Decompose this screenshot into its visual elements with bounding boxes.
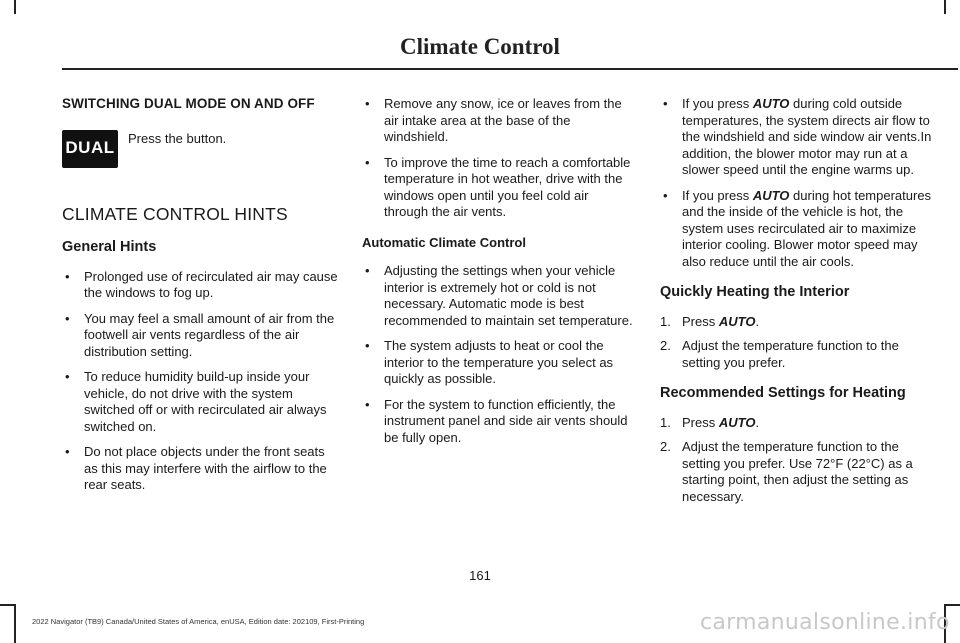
header-rule: [62, 68, 958, 70]
dual-button-icon: DUAL: [62, 130, 118, 168]
crop-mark-bottom-right-h: [946, 604, 960, 606]
list-item: • The system adjusts to heat or cool the interior to the temperature you select as quickly as possible.: [362, 338, 634, 388]
text-fragment: .: [755, 313, 760, 329]
list-item: • Prolonged use of recirculated air may cause the windows to fog up.: [62, 269, 338, 302]
list-item: • You may feel a small amount of air from the footwell air vents regardless of the air distribution setting.: [62, 311, 338, 361]
general-hints-list: [62, 269, 338, 494]
watermark: carmanualsonline.info: [700, 610, 950, 635]
auto-keyword: AUTO: [752, 187, 790, 203]
list-item: • To reduce humidity build-up inside your vehicle, do not drive with the system switched off or with recirculated air always switched on.: [62, 369, 338, 435]
text-fragment: .: [755, 414, 760, 430]
list-item: • Adjusting the settings when your vehicle interior is extremely hot or cold is not necessary. Automatic mode is best recommended to maintain set temperature.: [362, 263, 634, 329]
text-fragment: Press: [682, 313, 719, 329]
list-item: [660, 188, 932, 271]
general-hints-heading: General Hints: [62, 239, 157, 255]
step-item: [660, 314, 932, 331]
step-number: 1.: [660, 414, 671, 430]
quick-heating-heading: Quickly Heating the Interior: [660, 284, 850, 300]
step-text: Adjust the temperature function to the setting you prefer. Use 72°F (22°C) as a starting point, then adjust the setting as necessary.: [682, 439, 913, 504]
step-number: 1.: [660, 313, 671, 329]
step-text: Adjust the temperature function to the setting you prefer.: [682, 338, 899, 370]
dual-instruction: [62, 130, 338, 168]
step-item: [660, 439, 932, 505]
crop-mark-bottom-left-h: [0, 604, 14, 606]
step-item: [660, 338, 932, 371]
automatic-climate-control-heading: Automatic Climate Control: [362, 234, 526, 250]
step-number: 2.: [660, 338, 671, 353]
list-item: • Do not place objects under the front seats as this may interfere with the airflow to the rear seats.: [62, 444, 338, 494]
list-item: • For the system to function efficiently, the instrument panel and side air vents should be fully open.: [362, 397, 634, 447]
step-number: 2.: [660, 439, 671, 454]
crop-mark-bottom-left-v: [14, 604, 16, 643]
auto-keyword: AUTO: [718, 414, 756, 430]
auto-keyword: AUTO: [718, 313, 756, 329]
crop-mark-top-left: [14, 0, 16, 14]
recommended-heating-heading: Recommended Settings for Heating: [660, 385, 906, 401]
column-1: [62, 96, 338, 508]
text-fragment: during cold outside temperatures, the system directs air flow to the windshield and side window air vents.In addition, the blower motor may run at a slower speed until the engine warms up.: [682, 96, 932, 177]
list-item: [660, 96, 932, 179]
text-fragment: during hot temperatures and the inside of the vehicle is hot, the system uses recirculated air to maximize interior cooling. Blower motor speed may also reduce until the air cools.: [682, 187, 932, 269]
step-item: [660, 415, 932, 432]
section-title: CLIMATE CONTROL HINTS: [62, 203, 288, 224]
column-3: [660, 96, 932, 519]
dual-instruction-text: Press the button.: [128, 130, 227, 146]
automatic-climate-list: [362, 263, 634, 446]
crop-mark-top-right: [944, 0, 946, 14]
list-item: • To improve the time to reach a comfortable temperature in hot weather, drive with the windows open until you feel cold air through the air vents.: [362, 155, 634, 221]
page-number: 161: [469, 568, 491, 583]
page-title: Climate Control: [400, 34, 560, 59]
text-fragment: Press: [682, 414, 719, 430]
hints-list-continued: [362, 96, 634, 221]
text-fragment: If you press: [682, 187, 753, 203]
recommended-heating-steps: [660, 415, 932, 506]
auto-mode-list: [660, 96, 932, 270]
edition-footer: 2022 Navigator (TB9) Canada/United States of America, enUSA, Edition date: 202109, First-Printing: [32, 617, 365, 626]
text-fragment: If you press: [682, 96, 753, 111]
dual-mode-heading: SWITCHING DUAL MODE ON AND OFF: [62, 96, 315, 111]
quick-heating-steps: [660, 314, 932, 372]
list-item: • Remove any snow, ice or leaves from the air intake area at the base of the windshield.: [362, 96, 634, 146]
column-2: [362, 96, 634, 460]
auto-keyword: AUTO: [752, 96, 790, 111]
